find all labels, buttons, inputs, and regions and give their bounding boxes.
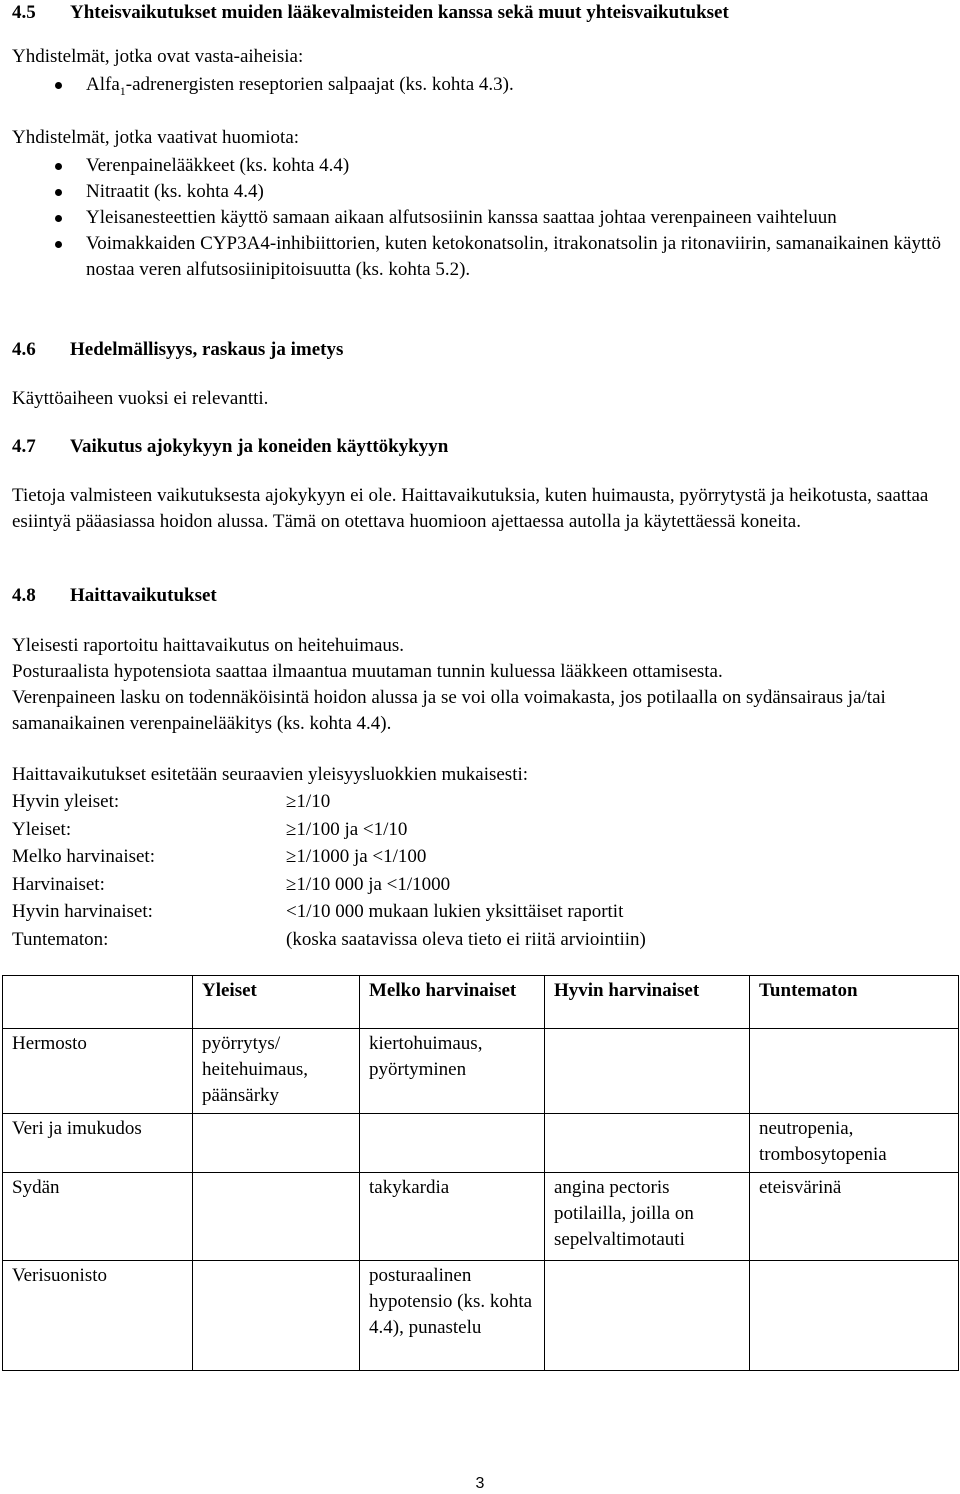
paragraph: Verenpaineen lasku on todennäköisintä hoidon alussa ja se voi olla voimakasta, jos potilaalla on sydänsairaus ja/tai samanaikainen verenpainelääkitys (ks. kohta 4.4). (12, 687, 886, 734)
table-row (3, 1261, 959, 1371)
caution-list (12, 153, 942, 283)
section-number: 4.6 (12, 339, 36, 360)
item-text: -adrenergisten reseptorien salpaajat (ks. kohta 4.3). (125, 74, 514, 95)
table-cell: neutropenia, trombosytopenia (750, 1114, 959, 1173)
list-item (12, 72, 952, 98)
table-cell: Sydän (3, 1173, 193, 1261)
section-4-5-heading (12, 0, 729, 26)
frequency-list (12, 788, 886, 953)
table-cell: pyörrytys/ heitehuimaus, päänsärky (193, 1029, 360, 1114)
table-cell: Hermosto (3, 1029, 193, 1114)
frequency-label: Hyvin yleiset: (12, 791, 120, 812)
list-item: Nitraatit (ks. kohta 4.4) (12, 179, 942, 205)
section-title: Yhteisvaikutukset muiden lääkevalmisteiden kanssa sekä muut yhteisvaikutukset (70, 2, 729, 23)
section-number: 4.7 (12, 436, 36, 457)
table-row (3, 1114, 959, 1173)
item-text: Alfa (86, 74, 120, 95)
table-header-cell: Tuntematon (750, 976, 959, 1029)
frequency-value: ≥1/100 ja <1/10 (286, 818, 408, 840)
table-cell: angina pectoris potilailla, joilla on sepelvaltimotauti (545, 1173, 750, 1261)
section-4-6-text: Käyttöaiheen vuoksi ei relevantti. (12, 388, 269, 409)
table-cell (193, 1173, 360, 1261)
table-cell (750, 1261, 959, 1371)
section-number: 4.5 (12, 2, 36, 23)
paragraph: Posturaalista hypotensiota saattaa ilmaantua muutaman tunnin kuluessa lääkkeen ottamisesta. (12, 661, 723, 682)
list-item: Yleisanesteettien käyttö samaan aikaan alfutsosiinin kanssa saattaa johtaa verenpaineen vaihteluun (12, 205, 942, 231)
table-cell (193, 1261, 360, 1371)
section-title: Vaikutus ajokykyyn ja koneiden käyttökykyyn (70, 436, 449, 457)
contraindicated-list (12, 72, 952, 98)
subscript: 1 (119, 83, 126, 98)
adverse-events-table (2, 975, 959, 1371)
frequency-label: Hyvin harvinaiset: (12, 901, 153, 922)
contraindicated-title: Yhdistelmät, jotka ovat vasta-aiheisia: (12, 46, 304, 67)
table-row (3, 1029, 959, 1114)
frequency-value: <1/10 000 mukaan lukien yksittäiset raportit (286, 901, 624, 922)
table-header-row (3, 976, 959, 1029)
section-4-8-paragraphs (12, 633, 947, 737)
table-header-cell: Melko harvinaiset (360, 976, 545, 1029)
frequency-value: ≥1/10 (286, 791, 331, 812)
frequency-value: (koska saatavissa oleva tieto ei riitä arviointiin) (286, 928, 646, 950)
section-4-7-heading (12, 434, 448, 460)
frequency-label: Melko harvinaiset: (12, 846, 155, 867)
frequency-label: Yleiset: (12, 818, 72, 840)
paragraph: Yleisesti raportoitu haittavaikutus on heitehuimaus. (12, 635, 405, 656)
frequency-label: Harvinaiset: (12, 873, 105, 895)
list-item: Verenpainelääkkeet (ks. kohta 4.4) (12, 153, 942, 179)
table-cell (545, 1114, 750, 1173)
section-4-7-text: Tietoja valmisteen vaikutuksesta ajokykyyn ei ole. Haittavaikutuksia, kuten huimausta, pyörrytystä ja heikotusta, saattaa esiintyä pääasiassa hoidon alussa. Tämä on otettava huomioon ajettaessa autolla ja käytettäessä koneita. (12, 485, 929, 532)
table-cell (750, 1029, 959, 1114)
frequency-label: Tuntematon: (12, 928, 109, 950)
section-title: Haittavaikutukset (70, 585, 217, 606)
table-cell (545, 1029, 750, 1114)
section-4-8-heading (12, 583, 217, 609)
table-row (3, 1173, 959, 1261)
section-4-6-heading (12, 337, 343, 363)
section-number: 4.8 (12, 585, 36, 606)
table-cell (193, 1114, 360, 1173)
table-cell: eteisvärinä (750, 1173, 959, 1261)
table-cell (545, 1261, 750, 1371)
frequency-value: ≥1/10 000 ja <1/1000 (286, 873, 451, 895)
frequency-value: ≥1/1000 ja <1/100 (286, 846, 427, 867)
table-cell: takykardia (360, 1173, 545, 1261)
caution-title: Yhdistelmät, jotka vaativat huomiota: (12, 127, 300, 148)
table-cell: Verisuonisto (3, 1261, 193, 1371)
table-header-cell: Hyvin harvinaiset (545, 976, 750, 1029)
table-header-cell (3, 976, 193, 1029)
page-number: 3 (475, 1475, 485, 1492)
section-title: Hedelmällisyys, raskaus ja imetys (70, 339, 344, 360)
table-cell: posturaalinen hypotensio (ks. kohta 4.4), punastelu (360, 1261, 545, 1371)
table-cell: Veri ja imukudos (3, 1114, 193, 1173)
table-header-cell: Yleiset (193, 976, 360, 1029)
table-cell: kiertohuimaus, pyörtyminen (360, 1029, 545, 1114)
frequency-intro: Haittavaikutukset esitetään seuraavien yleisyysluokkien mukaisesti: (12, 764, 529, 785)
table-cell (360, 1114, 545, 1173)
list-item: Voimakkaiden CYP3A4-inhibiittorien, kuten ketokonatsolin, itrakonatsolin ja ritonaviirin, samanaikainen käyttö nostaa veren alfutsosiinipitoisuutta (ks. kohta 5.2). (12, 231, 942, 283)
